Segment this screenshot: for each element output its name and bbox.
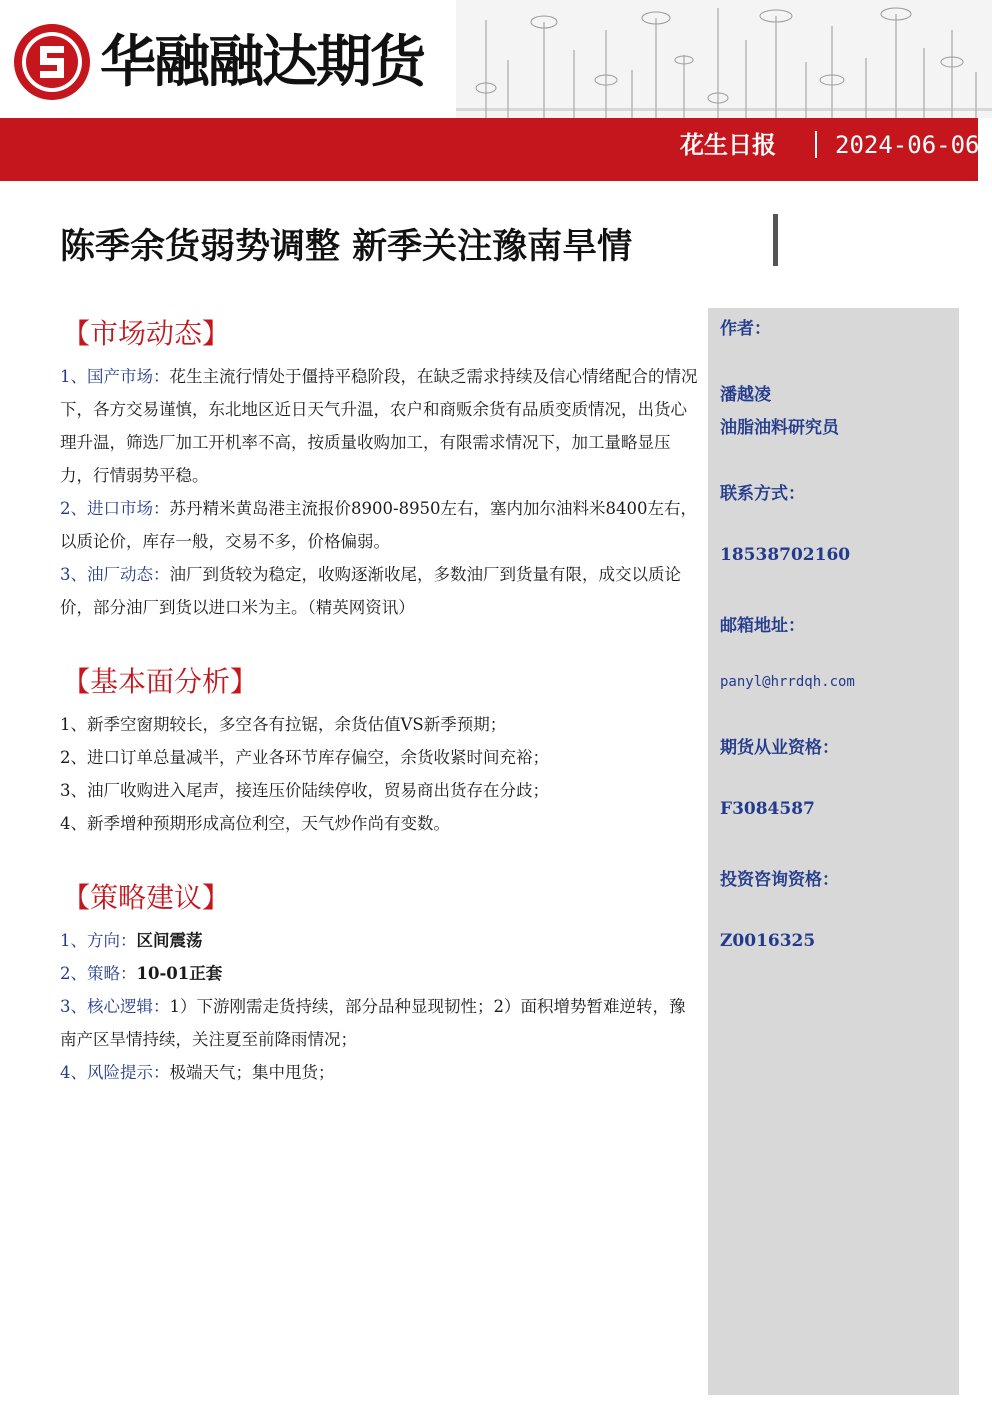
header: [0, 0, 992, 118]
section-title-fundamental: 【基本面分析】: [62, 665, 259, 698]
market-item-label: 3、油厂动态：: [60, 565, 170, 584]
strategy-item-text: 区间震荡: [136, 931, 203, 950]
fundamental-item: 3、油厂收购进入尾声，接连压价陆续停收，贸易商出货存在分歧；: [60, 781, 549, 800]
consult-number: Z0016325: [720, 931, 816, 951]
strategy-item: [60, 924, 700, 957]
section-title-strategy: 【策略建议】: [62, 881, 231, 914]
author-title: 油脂油料研究员: [720, 418, 839, 438]
section-title-market: 【市场动态】: [62, 317, 231, 350]
header-decoration: [456, 0, 992, 118]
contact-label: 联系方式：: [720, 484, 805, 504]
market-item-label: 2、进口市场：: [60, 499, 170, 518]
license-label: 期货从业资格：: [720, 738, 839, 758]
strategy-item-label: 1、方向：: [60, 931, 137, 950]
market-item-text: 油厂到货较为稳定，收购逐渐收尾，多数油厂到货量有限，成交以质论价，部分油厂到货以进口米为主。（精英网资讯）: [60, 565, 681, 617]
strategy-item: [60, 957, 700, 990]
fundamental-item: 2、进口订单总量减半，产业各环节库存偏空，余货收紧时间充裕；: [60, 748, 549, 767]
market-item: [60, 492, 700, 558]
market-item: [60, 558, 700, 624]
strategy-item-label: 4、风险提示：: [60, 1063, 170, 1082]
consult-label: 投资咨询资格：: [720, 870, 839, 890]
strategy-item: [60, 1056, 700, 1089]
headline-accent-bar: [773, 214, 778, 266]
report-type: 花生日报: [680, 131, 776, 159]
author-name: 潘越凌: [720, 385, 771, 405]
market-item-label: 1、国产市场：: [60, 367, 170, 386]
strategy-item: [60, 990, 700, 1056]
phone-number: 18538702160: [720, 545, 851, 565]
strategy-item-text: 10-01正套: [136, 964, 223, 983]
license-number: F3084587: [720, 799, 815, 819]
market-item: [60, 360, 700, 492]
email-address[interactable]: panyl@hrrdqh.com: [720, 674, 855, 690]
company-logo: [12, 22, 92, 102]
report-headline: 陈季余货弱势调整 新季关注豫南旱情: [60, 227, 633, 267]
strategy-item-label: 2、策略：: [60, 964, 137, 983]
strategy-item-text: 极端天气；集中甩货；: [169, 1063, 335, 1082]
fundamental-item: 4、新季增种预期形成高位利空，天气炒作尚有变数。: [60, 814, 450, 833]
market-item-text: 花生主流行情处于僵持平稳阶段，在缺乏需求持续及信心情绪配合的情况下，各方交易谨慎，东北地区近日天气升温，农户和商贩余货有品质变质情况，出货心理升温，筛选厂加工开机率不高，按质量收购加工，有限需求情况下，加工量略显压力，行情弱势平稳。: [60, 367, 698, 485]
strategy-item-label: 3、核心逻辑：: [60, 997, 170, 1016]
market-item-text: 苏丹精米黄岛港主流报价8900-8950左右，塞内加尔油料米8400左右，以质论价，库存一般，交易不多，价格偏弱。: [60, 499, 698, 551]
author-sidebar: [708, 308, 959, 1395]
company-name: 华融融达期货: [100, 30, 424, 95]
author-label: 作者：: [720, 319, 771, 339]
band-separator: [815, 131, 817, 158]
email-label: 邮箱地址：: [720, 616, 805, 636]
strategy-item-text: 1）下游刚需走货持续，部分品种显现韧性；2）面积增势暂难逆转，豫南产区旱情持续，关注夏至前降雨情况；: [60, 997, 686, 1049]
fundamental-item: 1、新季空窗期较长，多空各有拉锯，余货估值VS新季预期；: [60, 715, 507, 734]
title-band: [0, 118, 978, 181]
report-date: 2024-06-06: [835, 131, 980, 159]
